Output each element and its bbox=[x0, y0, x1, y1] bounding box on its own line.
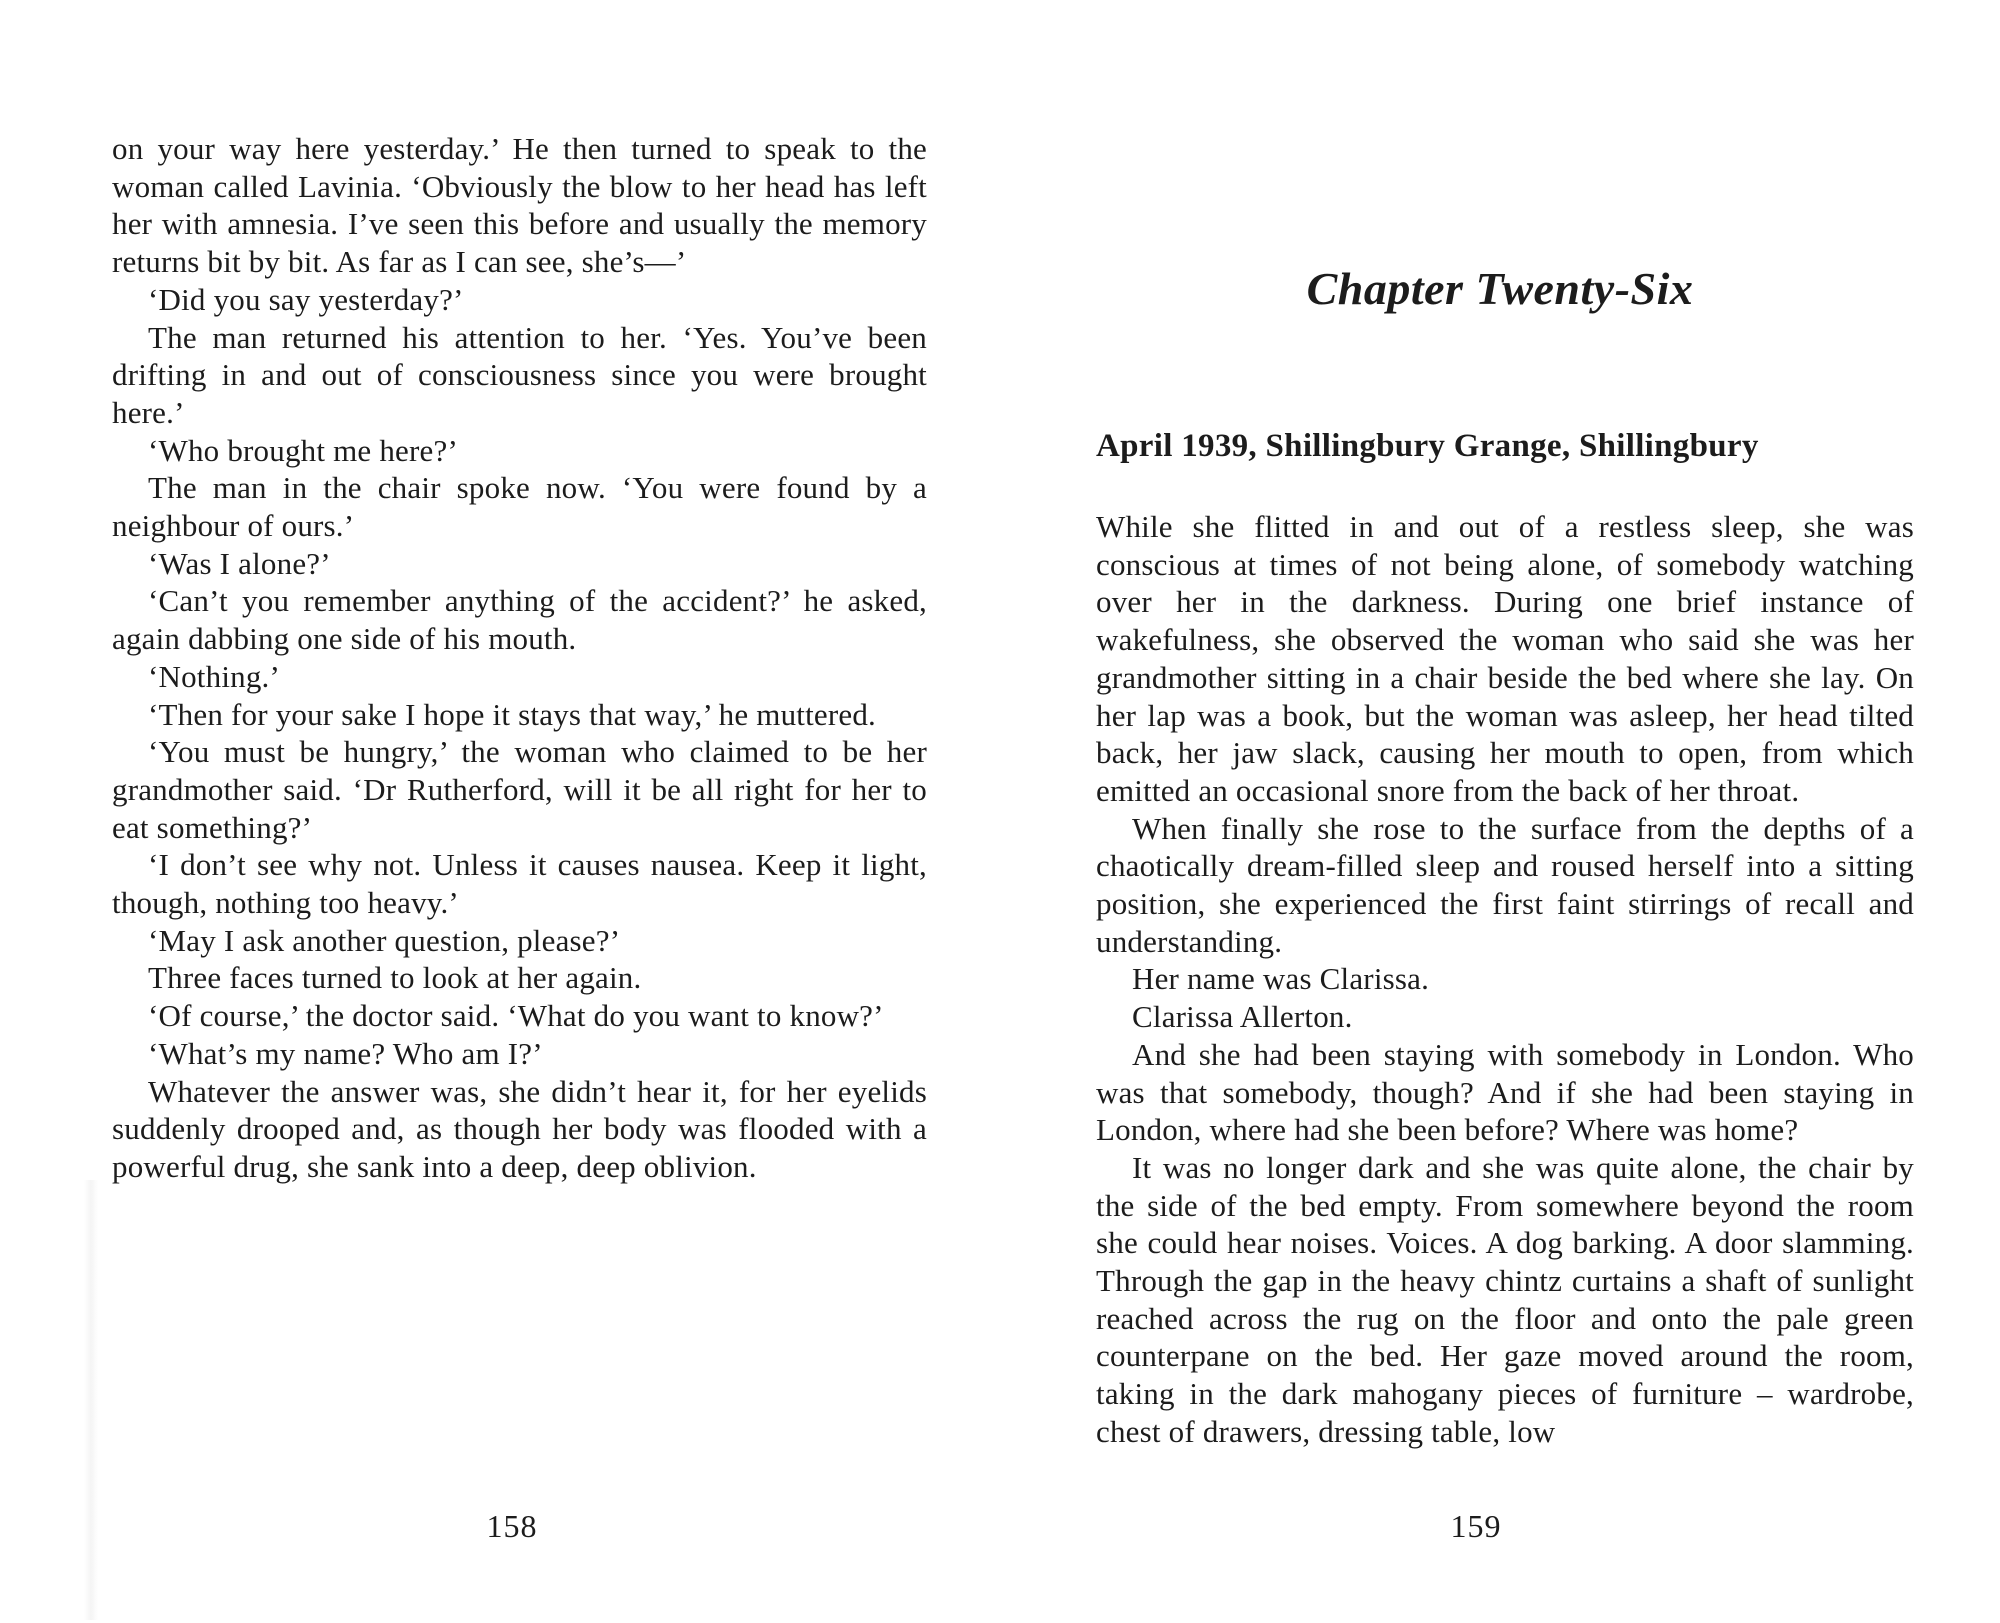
paragraph: ‘May I ask another question, please?’ bbox=[148, 922, 621, 958]
paragraph: It was no longer dark and she was quite alone, the chair by the side of the bed empty. From somewhere beyond the room she could hear noises. Voices. A dog barking. A door slamming. Through the gap in the heavy chintz curtains a shaft of sunlight reached across the rug on the floor and onto the pale green counterpane on the bed. Her gaze moved around the room, taking in the dark mahogany pieces of furniture – wardrobe, chest of drawers, dressing table, low bbox=[1096, 1149, 1914, 1449]
right-page-body bbox=[1096, 508, 1914, 1451]
paragraph: ‘Of course,’ the doctor said. ‘What do you want to know?’ bbox=[148, 998, 884, 1034]
paragraph: Three faces turned to look at her again. bbox=[148, 960, 642, 996]
paragraph: When finally she rose to the surface from the depths of a chaotically dream-filled sleep and roused herself into a sitting position, she experienced the first faint stirrings of recall and understanding. bbox=[1096, 810, 1914, 959]
paragraph: Clarissa Allerton. bbox=[1132, 999, 1353, 1035]
paragraph: ‘Can’t you remember anything of the accident?’ he asked, again dabbing one side of his mouth. bbox=[112, 583, 927, 657]
paragraph: Whatever the answer was, she didn’t hear it, for her eyelids suddenly drooped and, as though her body was flooded with a powerful drug, she sank into a deep, deep oblivion. bbox=[112, 1073, 927, 1184]
paragraph: Her name was Clarissa. bbox=[1132, 961, 1430, 997]
paragraph: While she flitted in and out of a restless sleep, she was conscious at times of not being alone, of somebody watching over her in the darkness. During one brief instance of wakefulness, she observed the woman who said she was her grandmother sitting in a chair beside the bed where she lay. On her lap was a book, but the woman was asleep, her head tilted back, her jaw slack, causing her mouth to open, from which emitted an occasional snore from the back of her throat. bbox=[1096, 509, 1914, 808]
paragraph: ‘Did you say yesterday?’ bbox=[148, 281, 464, 317]
paragraph: And she had been staying with somebody in London. Who was that somebody, though? And if she had been staying in London, where had she been before? Where was home? bbox=[1096, 1036, 1914, 1148]
page-edge-shadow bbox=[84, 1180, 98, 1620]
left-page-body bbox=[112, 130, 927, 1186]
paragraph: on your way here yesterday.’ He then turned to speak to the woman called Lavinia. ‘Obviously the blow to her head has left her with amnesia. I’ve seen this before and usually the memory returns bit by bit. As far as I can see, she’s—’ bbox=[112, 131, 927, 280]
chapter-title: Chapter Twenty-Six bbox=[1306, 263, 1694, 314]
paragraph: ‘Then for your sake I hope it stays that way,’ he muttered. bbox=[148, 696, 877, 732]
paragraph: ‘Nothing.’ bbox=[148, 658, 281, 694]
paragraph: ‘Was I alone?’ bbox=[148, 545, 331, 581]
page-number-left: 158 bbox=[486, 1508, 538, 1544]
paragraph: ‘What’s my name? Who am I?’ bbox=[148, 1035, 543, 1071]
page-number-right: 159 bbox=[1450, 1508, 1502, 1544]
chapter-dateline: April 1939, Shillingbury Grange, Shillingbury bbox=[1096, 428, 1759, 464]
paragraph: ‘I don’t see why not. Unless it causes nausea. Keep it light, though, nothing too heavy.’ bbox=[112, 847, 927, 921]
paragraph: ‘You must be hungry,’ the woman who claimed to be her grandmother said. ‘Dr Rutherford, will it be all right for her to eat something?’ bbox=[112, 734, 927, 845]
paragraph: The man returned his attention to her. ‘Yes. You’ve been drifting in and out of consciousness since you were brought here.’ bbox=[112, 319, 927, 430]
paragraph: The man in the chair spoke now. ‘You were found by a neighbour of ours.’ bbox=[112, 470, 927, 544]
paragraph: ‘Who brought me here?’ bbox=[148, 432, 458, 468]
